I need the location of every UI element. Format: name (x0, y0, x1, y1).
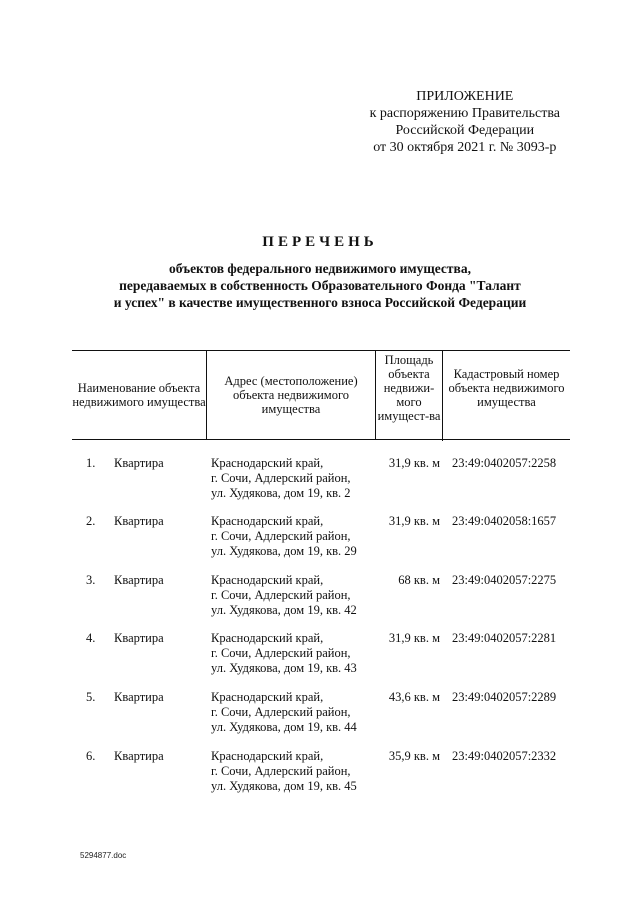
appendix-block (370, 88, 560, 156)
row-area: 68 кв. м (398, 573, 440, 587)
row-number: 1. (86, 456, 96, 470)
row-address-line-3: ул. Худякова, дом 19, кв. 43 (211, 661, 357, 675)
row-address-line-1: Краснодарский край, (211, 573, 324, 587)
row-name: Квартира (114, 514, 164, 528)
row-cadastral: 23:49:0402057:2332 (452, 749, 557, 763)
row-address-line-1: Краснодарский край, (211, 456, 324, 470)
row-address (211, 514, 357, 559)
table-row (72, 690, 570, 748)
subtitle-line-2: передаваемых в собственность Образовательного Фонда "Талант (119, 278, 521, 293)
row-area: 31,9 кв. м (388, 514, 440, 528)
document-subtitle (60, 260, 580, 311)
file-name-footer: 5294877.doc (80, 851, 127, 860)
subtitle-line-3: и успех" в качестве имущественного взноса Российской Федерации (113, 295, 527, 310)
table-row (72, 514, 570, 572)
row-cadastral: 23:49:0402057:2275 (452, 573, 557, 587)
row-area: 31,9 кв. м (388, 456, 440, 470)
row-address-line-2: г. Сочи, Адлерский район, (211, 646, 351, 660)
row-name: Квартира (114, 573, 164, 587)
header-name: Наименование объекта недвижимого имущества (72, 351, 207, 439)
row-number: 5. (86, 690, 96, 704)
header-cadastral: Кадастровый номер объекта недвижимого имущества (448, 367, 565, 409)
row-name: Квартира (114, 690, 164, 704)
row-number: 6. (86, 749, 96, 763)
row-address (211, 456, 351, 501)
header-area: Площадь объекта недвижи-мого имущест-ва (376, 351, 443, 441)
row-address-line-2: г. Сочи, Адлерский район, (211, 471, 351, 485)
appendix-heading: ПРИЛОЖЕНИЕ (416, 89, 514, 104)
row-address-line-1: Краснодарский край, (211, 514, 324, 528)
appendix-date-number: от 30 октября 2021 г. № 3093-р (373, 140, 557, 155)
row-address-line-3: ул. Худякова, дом 19, кв. 2 (211, 486, 351, 500)
row-area: 43,6 кв. м (388, 690, 440, 704)
row-address-line-2: г. Сочи, Адлерский район, (211, 764, 351, 778)
row-number: 2. (86, 514, 96, 528)
row-address-line-1: Краснодарский край, (211, 690, 324, 704)
row-name: Квартира (114, 456, 164, 470)
table-row (72, 573, 570, 631)
row-cadastral: 23:49:0402057:2258 (452, 456, 557, 470)
appendix-reference: к распоряжению Правительства (369, 106, 560, 121)
row-address-line-1: Краснодарский край, (211, 749, 324, 763)
property-table (72, 350, 570, 793)
subtitle-line-1: объектов федерального недвижимого имущества, (169, 261, 471, 276)
row-address-line-2: г. Сочи, Адлерский район, (211, 705, 351, 719)
row-number: 4. (86, 631, 96, 645)
row-name: Квартира (114, 749, 164, 763)
table-row (72, 749, 570, 807)
row-address (211, 573, 357, 618)
row-address-line-2: г. Сочи, Адлерский район, (211, 588, 351, 602)
document-title: ПЕРЕЧЕНЬ (262, 234, 378, 250)
row-address (211, 690, 357, 735)
row-address-line-3: ул. Худякова, дом 19, кв. 29 (211, 544, 357, 558)
row-number: 3. (86, 573, 96, 587)
row-area: 35,9 кв. м (388, 749, 440, 763)
table-header (72, 350, 570, 440)
table-row (72, 456, 570, 514)
row-area: 31,9 кв. м (388, 631, 440, 645)
row-address-line-3: ул. Худякова, дом 19, кв. 44 (211, 720, 357, 734)
row-address-line-1: Краснодарский край, (211, 631, 324, 645)
row-address (211, 749, 357, 794)
row-cadastral: 23:49:0402057:2281 (452, 631, 557, 645)
row-address-line-2: г. Сочи, Адлерский район, (211, 529, 351, 543)
row-address (211, 631, 357, 676)
row-address-line-3: ул. Худякова, дом 19, кв. 42 (211, 603, 357, 617)
table-row (72, 631, 570, 689)
appendix-authority: Российской Федерации (395, 123, 535, 138)
row-cadastral: 23:49:0402057:2289 (452, 690, 557, 704)
row-address-line-3: ул. Худякова, дом 19, кв. 45 (211, 779, 357, 793)
row-cadastral: 23:49:0402058:1657 (452, 514, 557, 528)
row-name: Квартира (114, 631, 164, 645)
header-address: Адрес (местоположение) объекта недвижимого имущества (207, 351, 376, 439)
